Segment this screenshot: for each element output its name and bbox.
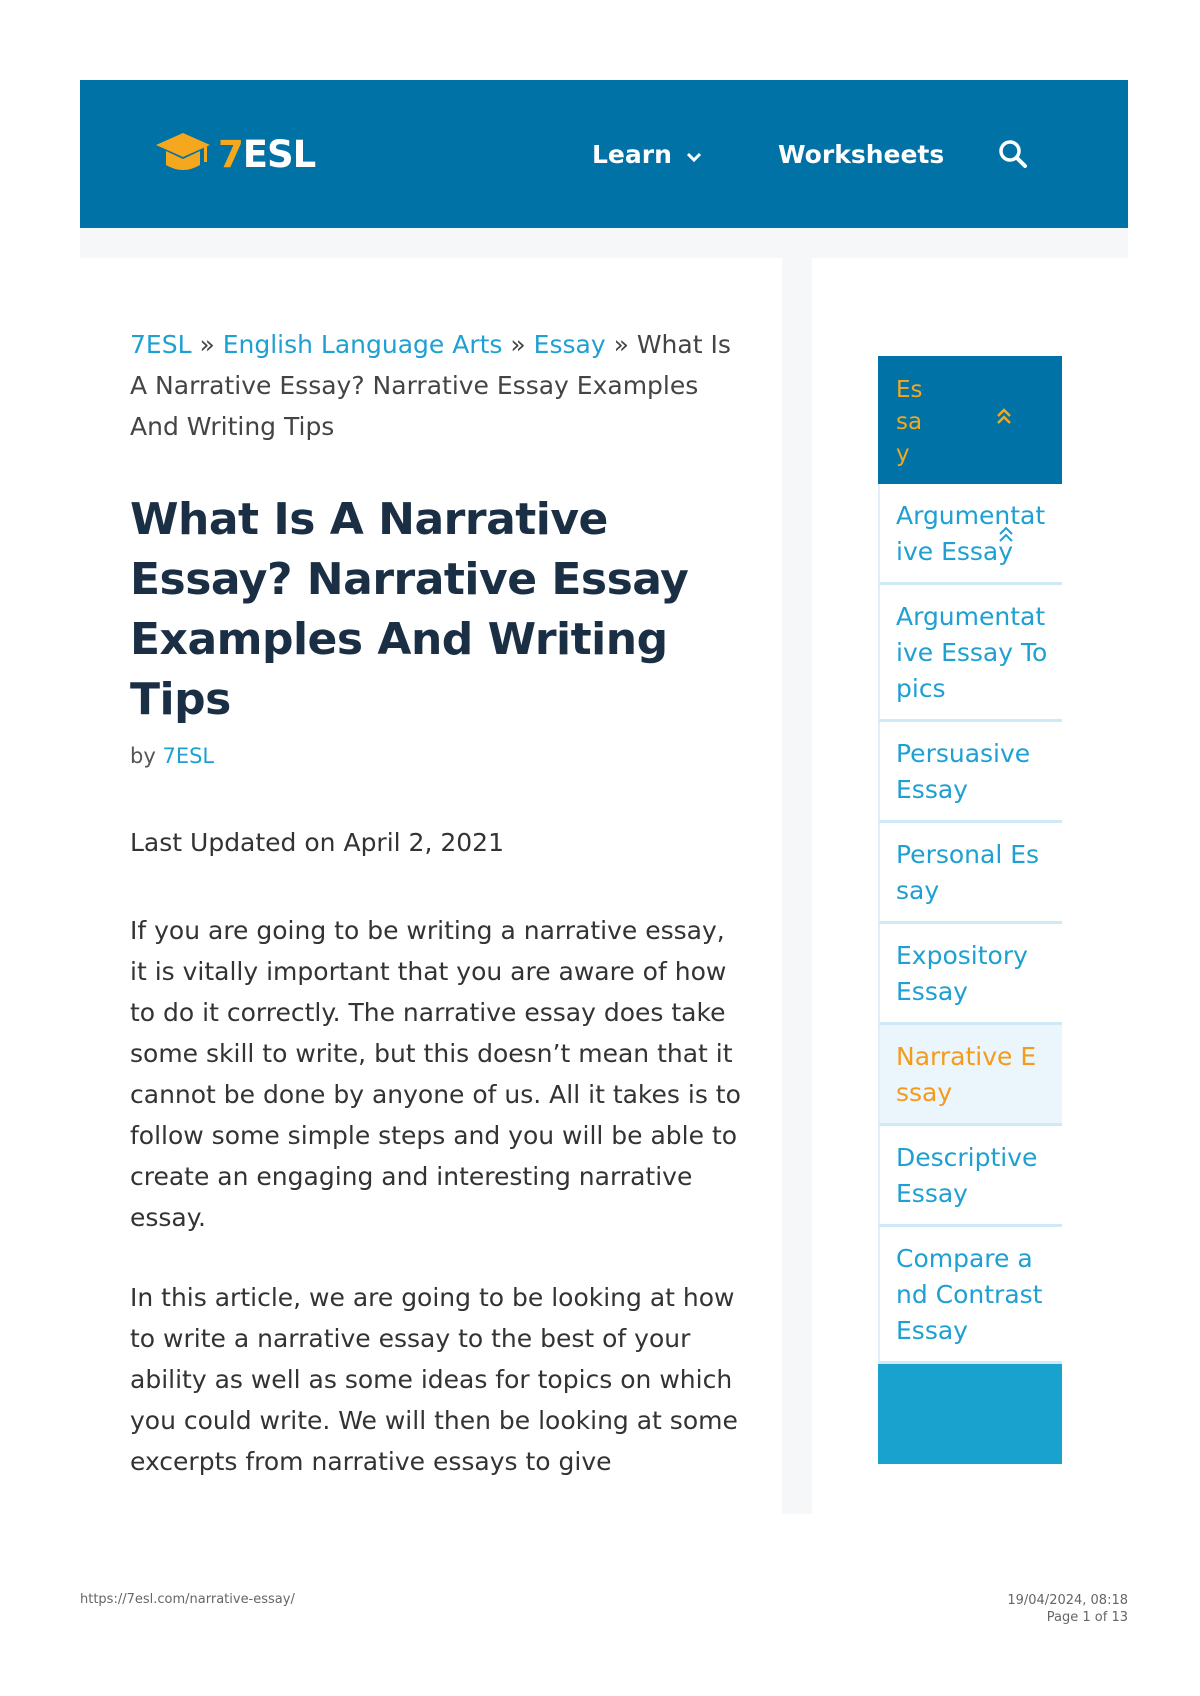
nav-learn-label: Learn: [592, 139, 672, 169]
breadcrumb-separator: »: [613, 330, 629, 359]
breadcrumb-current: What Is A Narrative Essay? Narrative Essay Examples And Writing Tips: [130, 330, 731, 441]
sidebar-item-descriptive-essay[interactable]: [878, 1126, 1062, 1227]
breadcrumb-separator: »: [510, 330, 526, 359]
byline-label: by: [130, 744, 156, 768]
sidebar-item-label: Compare and Contrast Essay: [896, 1244, 1043, 1345]
sidebar-item-narrative-essay[interactable]: [878, 1025, 1062, 1126]
sidebar-item-argumentative-essay[interactable]: [878, 484, 1062, 585]
sidebar-item-argumentative-essay-topics[interactable]: [878, 585, 1062, 722]
sidebar-item-label: Expository Essay: [896, 941, 1028, 1006]
sidebar-item-label: Argumentative Essay: [896, 501, 1046, 566]
print-footer-meta: [1007, 1592, 1128, 1626]
author-link[interactable]: 7ESL: [162, 744, 215, 768]
header-divider: [80, 228, 1128, 258]
sidebar-item-label: Personal Essay: [896, 840, 1040, 905]
sidebar-item-personal-essay[interactable]: [878, 823, 1062, 924]
breadcrumb-home[interactable]: 7ESL: [130, 330, 192, 359]
sidebar-item-label: Narrative Essay: [896, 1042, 1037, 1107]
sidebar-heading-label: Essay: [896, 377, 923, 467]
breadcrumb-subcategory[interactable]: Essay: [533, 330, 606, 359]
print-footer-page: Page 1 of 13: [1046, 1610, 1128, 1625]
sidebar-footer-block: [878, 1364, 1062, 1464]
last-updated: Last Updated on April 2, 2021: [130, 828, 504, 857]
print-footer-url: https://7esl.com/narrative-essay/: [80, 1592, 295, 1607]
page-title: What Is A Narrative Essay? Narrative Essay Examples And Writing Tips: [130, 494, 689, 725]
article-paragraph: In this article, we are going to be looking at how to write a narrative essay to the best of your ability as well as some ideas for topics on which you could write. We will then be looking at some excerpts from narrative essays to give: [130, 1283, 738, 1476]
sidebar-heading[interactable]: [878, 356, 1062, 484]
graduation-cap-icon: [154, 131, 212, 177]
sidebar-item-compare-and-contrast-essay[interactable]: [878, 1227, 1062, 1364]
nav-learn[interactable]: [592, 80, 702, 228]
sidebar-item-label: Argumentative Essay Topics: [896, 602, 1048, 703]
article-paragraph: If you are going to be writing a narrative essay, it is vitally important that you are aware of how to do it correctly. The narrative essay does take some skill to write, but this doesn’t mean that it cannot be done by anyone of us. All it takes is to follow some simple steps and you will be able to create an engaging and interesting narrative essay.: [130, 916, 741, 1232]
sidebar-item-persuasive-essay[interactable]: [878, 722, 1062, 823]
site-header: [80, 80, 1128, 228]
double-chevron-up-icon: [998, 518, 1014, 554]
breadcrumb-category[interactable]: English Language Arts: [222, 330, 503, 359]
sidebar-item-label: Persuasive Essay: [896, 739, 1031, 804]
breadcrumb: [130, 324, 740, 447]
search-icon: [998, 139, 1028, 169]
double-chevron-up-icon: [996, 408, 1012, 430]
chevron-down-icon: [686, 140, 702, 169]
logo-text: 7ESL: [218, 132, 316, 176]
site-logo[interactable]: [154, 128, 315, 180]
nav-worksheets[interactable]: [778, 80, 944, 228]
search-button[interactable]: [998, 80, 1028, 228]
sidebar-essay-menu: [878, 356, 1062, 1464]
byline: [130, 744, 214, 768]
nav-worksheets-label: Worksheets: [778, 139, 945, 169]
column-gutter: [782, 258, 812, 1514]
breadcrumb-separator: »: [199, 330, 215, 359]
sidebar-item-label: Descriptive Essay: [896, 1143, 1038, 1208]
sidebar-item-expository-essay[interactable]: [878, 924, 1062, 1025]
print-footer-datetime: 19/04/2024, 08:18: [1007, 1593, 1128, 1608]
